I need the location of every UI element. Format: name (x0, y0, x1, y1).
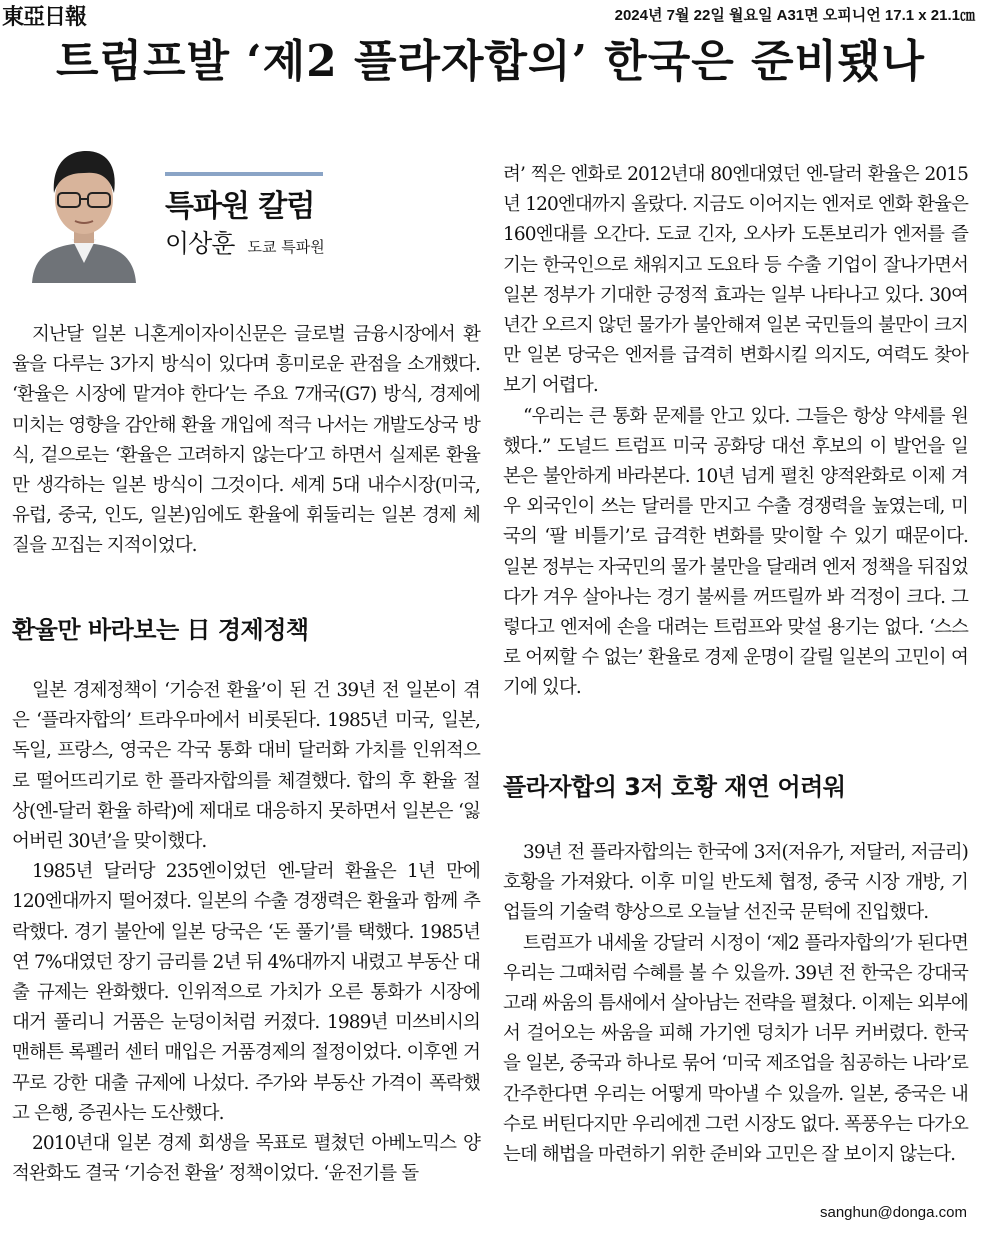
author-title: 도쿄 특파원 (247, 238, 325, 256)
paragraph: 2010년대 일본 경제 회생을 목표로 펼쳤던 아베노믹스 양적완화도 결국 ‘기승전 환율’ 정책이었다. ‘윤전기를 돌 (12, 1133, 480, 1185)
subhead: 플라자합의 3저 호황 재연 어려워 (503, 773, 846, 801)
newspaper-masthead: 東亞日報 (2, 4, 87, 30)
right-column-body (503, 160, 968, 704)
column-accent-bar (165, 172, 323, 176)
author-email: sanghun@donga.com (820, 1204, 967, 1221)
paragraph: 지난달 일본 니혼게이자이신문은 글로벌 금융시장에서 환율을 다루는 3가지 방식이 있다며 흥미로운 관점을 소개했다. ‘환율은 시장에 맡겨야 한다’는 주요 7개국(G7) 방식, 경제에 미치는 영향을 감안해 환율 개입에 적극 나서는 개발도상국 방식, 겉으로는 ‘환율은 고려하지 않는다’고 하면서 실제론 환율만 생각하는 일본 방식이 그것이다. 세계 5대 내수시장(미국, 유럽, 중국, 인도, 일본)임에도 환율에 휘둘리는 일본 경제 체질을 꼬집는 지적이었다. (12, 324, 480, 557)
author-name: 이상훈 (165, 229, 235, 258)
paragraph: 1985년 달러당 235엔이었던 엔-달러 환율은 1년 만에 120엔대까지 떨어졌다. 일본의 수출 경쟁력은 환율과 함께 추락했다. 경기 불안에 일본 당국은 ‘돈 풀기’를 택했다. 1985년 연 7%대였던 장기 금리를 2년 뒤 4%대까지 내렸고 부동산 대출 규제는 완화했다. 인위적으로 가치가 오른 통화가 시장에 대거 풀리니 거품은 눈덩이처럼 커졌다. 1989년 미쓰비시의 맨해튼 록펠러 센터 매입은 거품경제의 절정이었다. 이후엔 거꾸로 강한 대출 규제에 나섰다. 주가와 부동산 가격이 폭락했고 은행, 증권사는 도산했다. (12, 861, 480, 1124)
paragraph: 트럼프가 내세울 강달러 시정이 ‘제2 플라자합의’가 된다면 우리는 그때처럼 수혜를 볼 수 있을까. 39년 전 한국은 강대국 고래 싸움의 틈새에서 살아남는 전략을 펼쳤다. 이제는 외부에서 걸어오는 싸움을 피해 가기엔 덩치가 너무 커버렸다. 한국을 일본, 중국과 하나로 묶어 ‘미국 제조업을 침공하는 나라’로 간주한다면 우리는 어떻게 막아낼 수 있을까. 일본, 중국은 내수로 버틴다지만 우리에겐 그런 시장도 없다. 폭풍우는 다가오는데 해법을 마련하기 위한 준비와 고민은 잘 보이지 않는다. (503, 932, 968, 1166)
left-column-intro (12, 320, 480, 562)
column-kicker: 특파원 칼럼 (165, 189, 315, 224)
page-title: 트럼프발 ‘제2 플라자합의’ 한국은 준비됐나 (55, 36, 926, 87)
right-column-subhead (503, 770, 968, 804)
paragraph: “우리는 큰 통화 문제를 안고 있다. 그들은 항상 약세를 원했다.” 도널드 트럼프 미국 공화당 대선 후보의 이 발언을 일본은 불안하게 바라본다. 10년 넘게 펼친 양적완화로 이제 겨우 외국인이 쓰는 달러를 만지고 수출 경쟁력을 높였는데, 미국의 ‘팔 비틀기’로 급격한 변화를 맞이할 수 있기 때문이다. 일본 정부는 자국민의 물가 불만을 달래려 엔저 정책을 뒤집었다가 겨우 살아나는 경기 불씨를 꺼뜨릴까 봐 걱정이 크다. 그렇다고 엔저에 손을 대려는 트럼프와 맞설 용기는 없다. ‘스스로 어찌할 수 없는’ 환율로 경제 운명이 갈릴 일본의 고민이 여기에 있다. (503, 405, 968, 699)
paragraph: 려’ 찍은 엔화로 2012년대 80엔대였던 엔-달러 환율은 2015년 120엔대까지 올랐다. 지금도 이어지는 엔저로 엔화 환율은 160엔대를 오간다. 도쿄 긴자, 오사카 도톤보리가 엔저를 즐기는 한국인으로 채워지고 도요타 등 수출 기업이 잘나가면서 일본 정부가 기대한 긍정적 효과는 일부 나타나고 있다. 30여 년간 오르지 않던 물가가 불안해져 일본 국민들의 불만이 크지만 일본 당국은 엔저를 급격히 변화시킬 의지도, 여력도 찾아보기 어렵다. (503, 164, 968, 397)
left-column-body (12, 676, 480, 1189)
paragraph: 일본 경제정책이 ‘기승전 환율’이 된 건 39년 전 일본이 겪은 ‘플라자합의’ 트라우마에서 비롯된다. 1985년 미국, 일본, 독일, 프랑스, 영국은 각국 통화 대비 달러화 가치를 인위적으로 떨어뜨리기로 한 플라자합의를 체결했다. 합의 후 환율 절상(엔-달러 환율 하락)에 제대로 대응하지 못하면서 일본은 ‘잃어버린 30년’을 맞이했다. (12, 680, 480, 853)
paragraph: 39년 전 플라자합의는 한국에 3저(저유가, 저달러, 저금리) 호황을 가져왔다. 이후 미일 반도체 협정, 중국 시장 개방, 기업들의 기술력 향상으로 오늘날 선진국 문턱에 진입했다. (503, 842, 968, 924)
byline (165, 224, 325, 260)
issue-info: 2024년 7월 22일 월요일 A31면 오피니언 17.1 x 21.1㎝ (614, 7, 975, 24)
right-column-end (503, 838, 968, 1170)
subhead: 환율만 바라보는 日 경제정책 (12, 616, 309, 644)
author-photo-icon (28, 143, 140, 283)
left-column-subhead (12, 613, 480, 647)
